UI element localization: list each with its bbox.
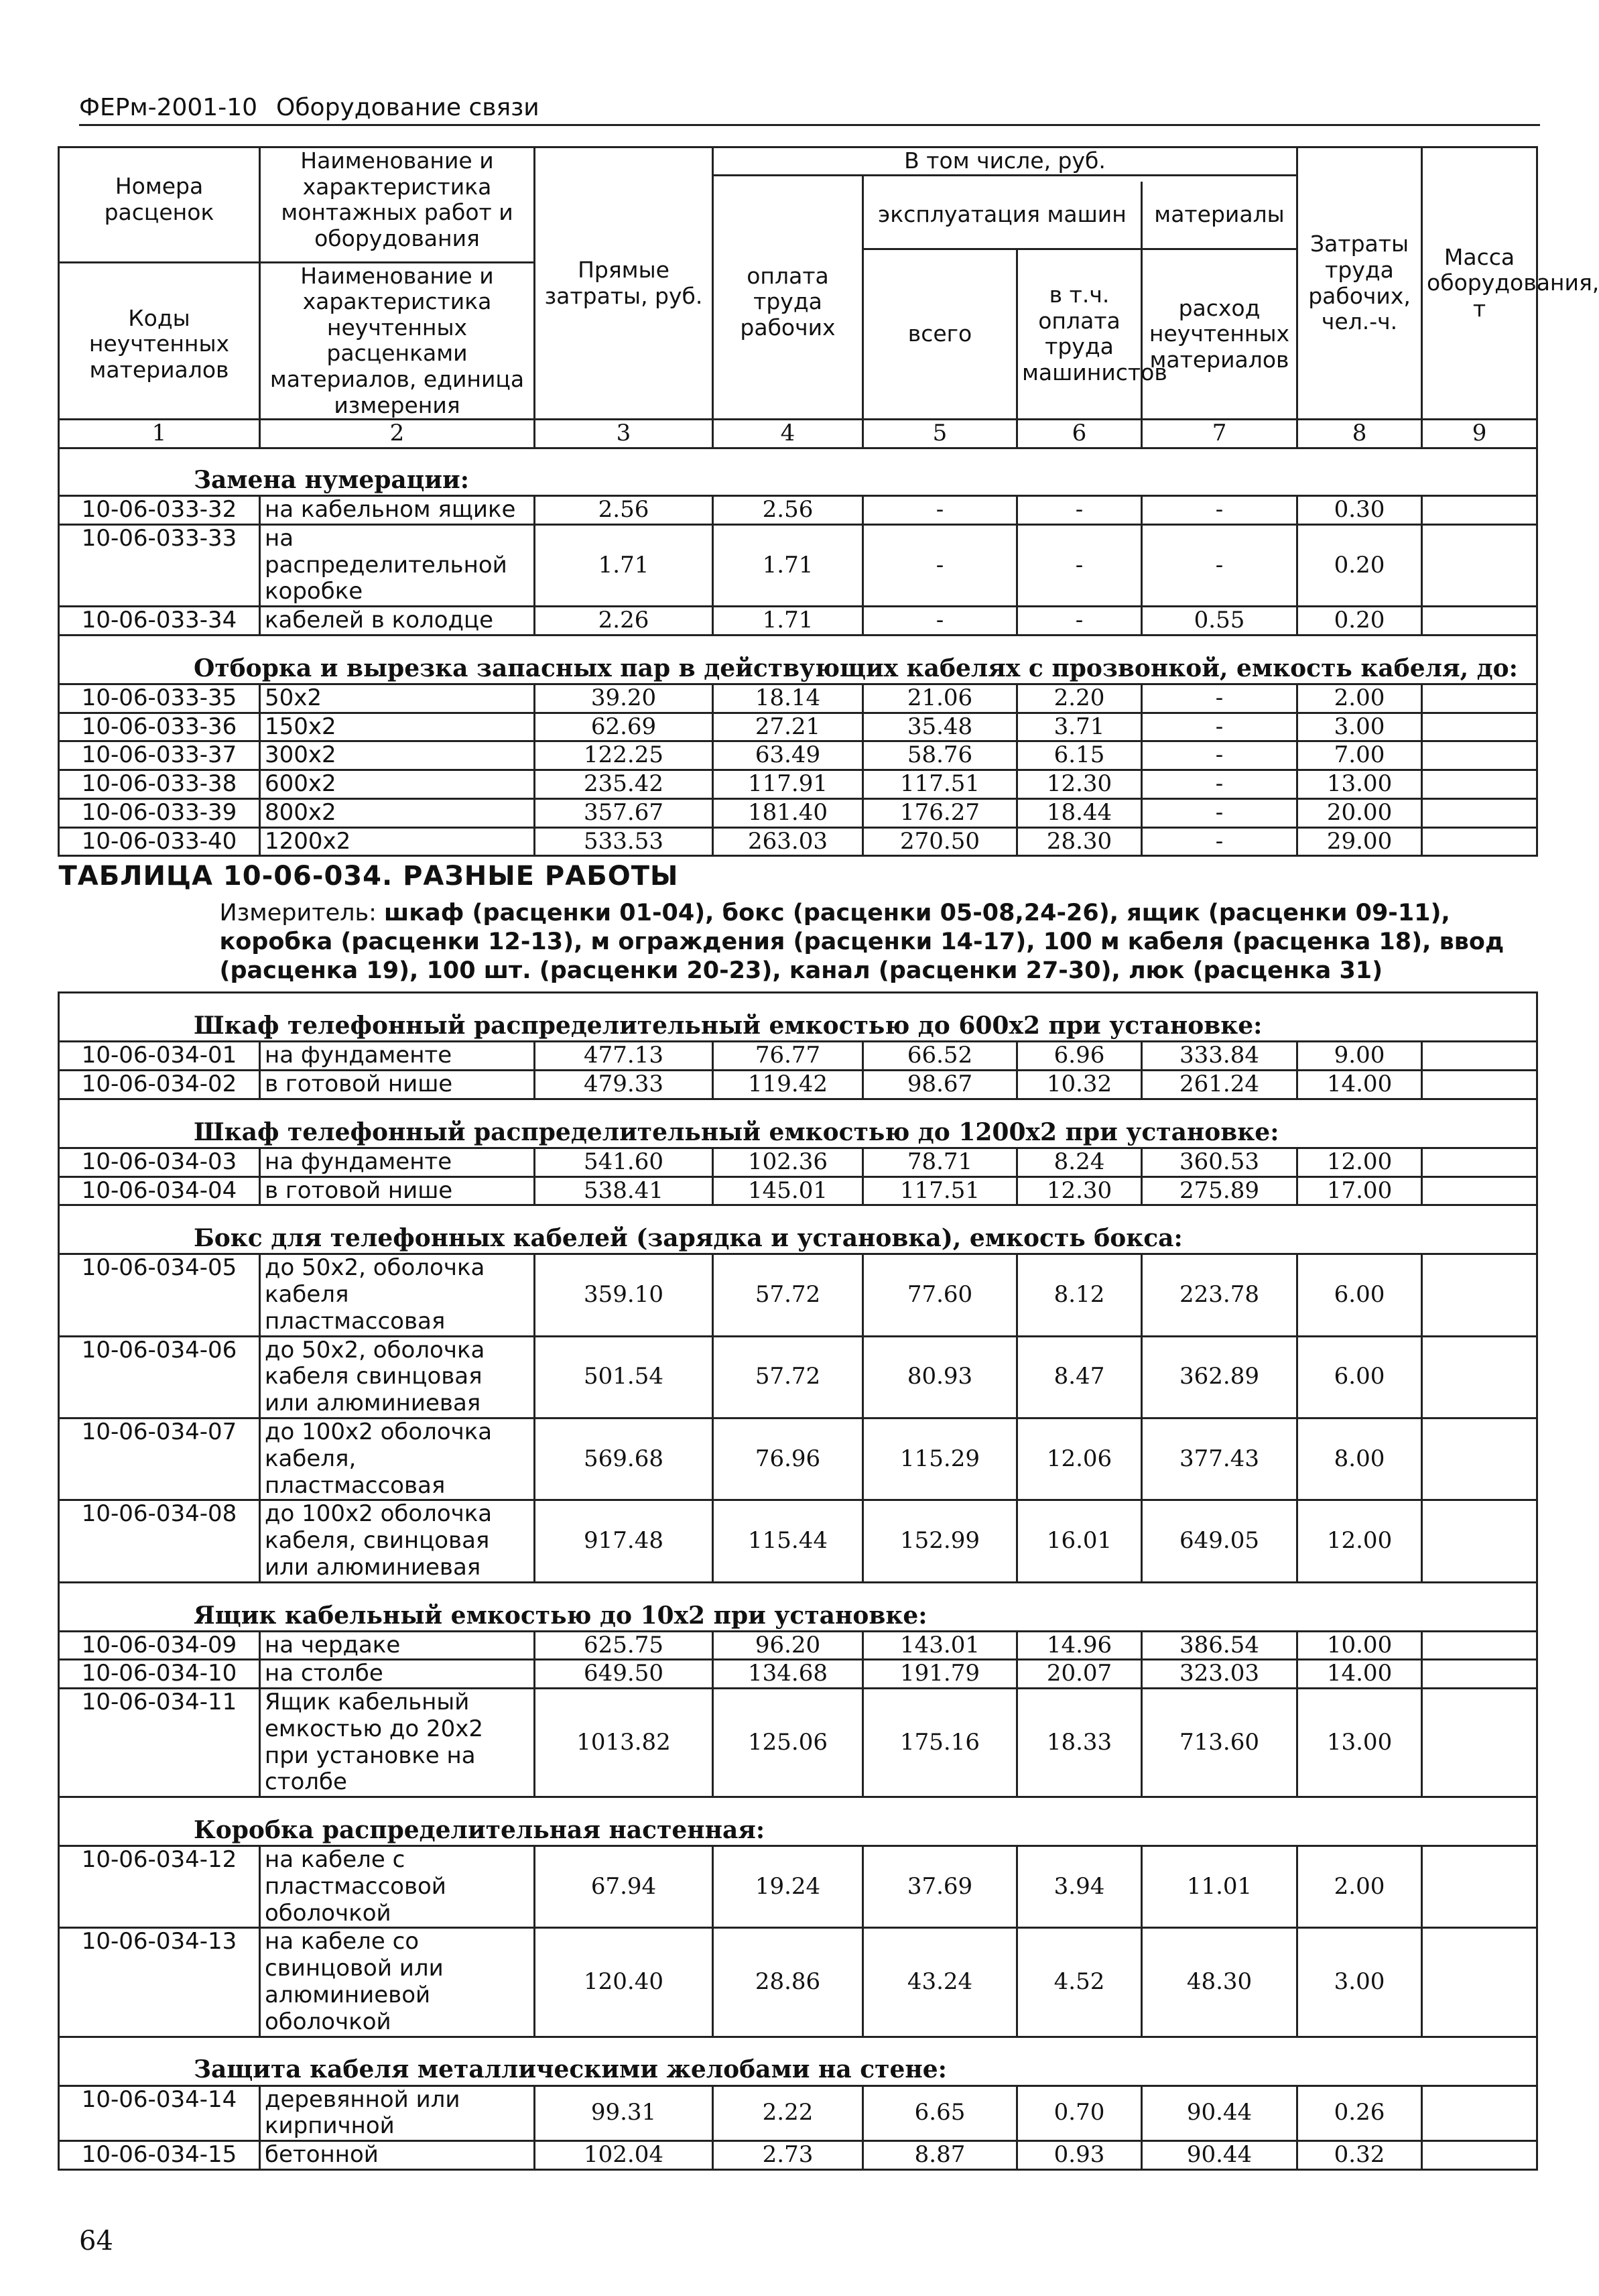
- rate-code: 10-06-033-39: [59, 798, 260, 827]
- rate-code: 10-06-034-12: [59, 1846, 260, 1928]
- header-col8: Затраты труда рабочих, чел.-ч.: [1297, 147, 1422, 420]
- value-cell: 76.96: [713, 1418, 863, 1500]
- column-number: 4: [713, 420, 863, 448]
- rate-code: 10-06-034-04: [59, 1176, 260, 1205]
- value-cell: 12.30: [1017, 770, 1142, 799]
- rate-code: 10-06-034-03: [59, 1148, 260, 1176]
- column-number: 7: [1142, 420, 1297, 448]
- value-cell: 14.00: [1297, 1660, 1422, 1689]
- value-cell: 8.87: [863, 2141, 1017, 2170]
- table-row: [59, 1928, 1537, 2037]
- value-cell: 10.00: [1297, 1631, 1422, 1660]
- table-row: [59, 524, 1537, 606]
- value-cell: [1422, 1689, 1537, 1797]
- rate-code: 10-06-033-35: [59, 684, 260, 713]
- value-cell: 4.52: [1017, 1928, 1142, 2037]
- value-cell: -: [863, 607, 1017, 636]
- value-cell: 96.20: [713, 1631, 863, 1660]
- rate-code: 10-06-034-10: [59, 1660, 260, 1689]
- value-cell: 119.42: [713, 1071, 863, 1099]
- work-name: 1200x2: [260, 827, 535, 856]
- header-col5: всего: [863, 249, 1017, 420]
- section-heading: Бокс для телефонных кабелей (зарядка и установка), емкость бокса:: [59, 1205, 1537, 1254]
- value-cell: 67.94: [535, 1846, 713, 1928]
- value-cell: 0.26: [1297, 2086, 1422, 2141]
- work-name: на чердаке: [260, 1631, 535, 1660]
- value-cell: -: [1142, 524, 1297, 606]
- value-cell: 12.00: [1297, 1500, 1422, 1582]
- value-cell: 569.68: [535, 1418, 713, 1500]
- value-cell: 6.15: [1017, 741, 1142, 770]
- value-cell: 625.75: [535, 1631, 713, 1660]
- value-cell: 12.06: [1017, 1418, 1142, 1500]
- rate-code: 10-06-034-02: [59, 1071, 260, 1099]
- value-cell: [1422, 1148, 1537, 1176]
- table-row: [59, 1689, 1537, 1797]
- value-cell: [1422, 798, 1537, 827]
- header-col7: расход неучтенных материалов: [1142, 249, 1297, 420]
- value-cell: 0.70: [1017, 2086, 1142, 2141]
- table-row: [59, 1148, 1537, 1176]
- value-cell: 90.44: [1142, 2086, 1297, 2141]
- table-title-row: [59, 856, 1537, 993]
- value-cell: [1422, 684, 1537, 713]
- value-cell: 134.68: [713, 1660, 863, 1689]
- work-name: до 100x2 оболочка кабеля, свинцовая или алюминиевая: [260, 1500, 535, 1582]
- column-numbers-row: [59, 420, 1537, 448]
- header-col4: оплата труда рабочих: [713, 175, 863, 420]
- column-number: 6: [1017, 420, 1142, 448]
- value-cell: 713.60: [1142, 1689, 1297, 1797]
- work-name: деревянной или кирпичной: [260, 2086, 535, 2141]
- table-row: [59, 607, 1537, 636]
- value-cell: -: [863, 496, 1017, 525]
- section-heading-row: [59, 1205, 1537, 1254]
- table-row: [59, 496, 1537, 525]
- value-cell: 9.00: [1297, 1042, 1422, 1071]
- value-cell: 2.26: [535, 607, 713, 636]
- work-name: на кабеле с пластмассовой оболочкой: [260, 1846, 535, 1928]
- value-cell: 115.44: [713, 1500, 863, 1582]
- value-cell: -: [1017, 496, 1142, 525]
- value-cell: 7.00: [1297, 741, 1422, 770]
- section-heading: Ящик кабельный емкостью до 10x2 при установке:: [59, 1582, 1537, 1631]
- value-cell: 122.25: [535, 741, 713, 770]
- rate-code: 10-06-033-40: [59, 827, 260, 856]
- document-section-title: Оборудование связи: [276, 94, 539, 121]
- value-cell: 479.33: [535, 1071, 713, 1099]
- value-cell: 357.67: [535, 798, 713, 827]
- value-cell: 80.93: [863, 1336, 1017, 1418]
- value-cell: -: [1142, 770, 1297, 799]
- value-cell: [1422, 2141, 1537, 2170]
- value-cell: -: [1142, 713, 1297, 741]
- value-cell: 235.42: [535, 770, 713, 799]
- value-cell: 120.40: [535, 1928, 713, 2037]
- value-cell: 2.56: [713, 496, 863, 525]
- table-row: [59, 1071, 1537, 1099]
- value-cell: 359.10: [535, 1254, 713, 1336]
- rate-code: 10-06-034-15: [59, 2141, 260, 2170]
- value-cell: [1422, 827, 1537, 856]
- table-row: [59, 741, 1537, 770]
- value-cell: 10.32: [1017, 1071, 1142, 1099]
- value-cell: 18.14: [713, 684, 863, 713]
- value-cell: 57.72: [713, 1254, 863, 1336]
- value-cell: 16.01: [1017, 1500, 1142, 1582]
- value-cell: [1422, 524, 1537, 606]
- value-cell: -: [1142, 741, 1297, 770]
- value-cell: 99.31: [535, 2086, 713, 2141]
- value-cell: 66.52: [863, 1042, 1017, 1071]
- page-number: 64: [79, 2226, 113, 2256]
- value-cell: [1422, 1176, 1537, 1205]
- value-cell: [1422, 741, 1537, 770]
- value-cell: 20.00: [1297, 798, 1422, 827]
- table-row: [59, 1418, 1537, 1500]
- value-cell: -: [1142, 496, 1297, 525]
- value-cell: 58.76: [863, 741, 1017, 770]
- value-cell: 117.51: [863, 1176, 1017, 1205]
- section-heading-row: [59, 1582, 1537, 1631]
- value-cell: 0.30: [1297, 496, 1422, 525]
- value-cell: [1422, 2086, 1537, 2141]
- rate-code: 10-06-033-32: [59, 496, 260, 525]
- column-number: 9: [1422, 420, 1537, 448]
- rate-code: 10-06-034-05: [59, 1254, 260, 1336]
- value-cell: 263.03: [713, 827, 863, 856]
- value-cell: 2.20: [1017, 684, 1142, 713]
- value-cell: 6.65: [863, 2086, 1017, 2141]
- table-row: [59, 1336, 1537, 1418]
- table-row: [59, 1176, 1537, 1205]
- work-name: 50x2: [260, 684, 535, 713]
- table-title-cell: [59, 856, 1537, 993]
- section-heading: Отборка и вырезка запасных пар в действующих кабелях с прозвонкой, емкость кабеля, до:: [59, 635, 1537, 684]
- table-row: [59, 1254, 1537, 1336]
- value-cell: 28.30: [1017, 827, 1142, 856]
- value-cell: 6.00: [1297, 1336, 1422, 1418]
- value-cell: -: [1142, 684, 1297, 713]
- value-cell: 14.96: [1017, 1631, 1142, 1660]
- value-cell: 0.32: [1297, 2141, 1422, 2170]
- value-cell: 323.03: [1142, 1660, 1297, 1689]
- document-code: ФЕРм-2001-10: [79, 94, 258, 121]
- section-heading-row: [59, 2037, 1537, 2086]
- header-col2b: Наименование и характеристика неучтенных расценками материалов, единица измерения: [260, 262, 535, 420]
- table-row: [59, 1500, 1537, 1582]
- section-heading: Замена нумерации:: [59, 448, 1537, 496]
- value-cell: 98.67: [863, 1071, 1017, 1099]
- table-meter: [59, 899, 1537, 985]
- value-cell: 143.01: [863, 1631, 1017, 1660]
- value-cell: 102.04: [535, 2141, 713, 2170]
- value-cell: 14.00: [1297, 1071, 1422, 1099]
- header-machines: эксплуатация машин: [863, 182, 1142, 249]
- value-cell: 102.36: [713, 1148, 863, 1176]
- value-cell: 35.48: [863, 713, 1017, 741]
- value-cell: 27.21: [713, 713, 863, 741]
- value-cell: 270.50: [863, 827, 1017, 856]
- value-cell: 0.20: [1297, 524, 1422, 606]
- value-cell: 2.56: [535, 496, 713, 525]
- value-cell: 1013.82: [535, 1689, 713, 1797]
- work-name: 300x2: [260, 741, 535, 770]
- value-cell: 2.73: [713, 2141, 863, 2170]
- value-cell: 0.20: [1297, 607, 1422, 636]
- value-cell: 0.55: [1142, 607, 1297, 636]
- value-cell: 6.00: [1297, 1254, 1422, 1336]
- value-cell: 12.30: [1017, 1176, 1142, 1205]
- rate-code: 10-06-034-14: [59, 2086, 260, 2141]
- header-col9: Масса оборудования, т: [1422, 147, 1537, 420]
- value-cell: 13.00: [1297, 1689, 1422, 1797]
- value-cell: 117.51: [863, 770, 1017, 799]
- value-cell: 538.41: [535, 1176, 713, 1205]
- rate-code: 10-06-033-36: [59, 713, 260, 741]
- value-cell: -: [1142, 798, 1297, 827]
- value-cell: [1422, 1846, 1537, 1928]
- work-name: 600x2: [260, 770, 535, 799]
- value-cell: 43.24: [863, 1928, 1017, 2037]
- value-cell: [1422, 607, 1537, 636]
- value-cell: 261.24: [1142, 1071, 1297, 1099]
- value-cell: -: [863, 524, 1017, 606]
- header-col1a: Номера расценок: [59, 147, 260, 263]
- value-cell: [1422, 1071, 1537, 1099]
- value-cell: 8.12: [1017, 1254, 1142, 1336]
- value-cell: 1.71: [713, 607, 863, 636]
- header-in-total: В том числе, руб.: [713, 147, 1297, 176]
- value-cell: 8.24: [1017, 1148, 1142, 1176]
- work-name: в готовой нише: [260, 1071, 535, 1099]
- rate-code: 10-06-034-01: [59, 1042, 260, 1071]
- value-cell: 3.71: [1017, 713, 1142, 741]
- page-header: [79, 94, 1540, 126]
- value-cell: 37.69: [863, 1846, 1017, 1928]
- rate-code: 10-06-034-07: [59, 1418, 260, 1500]
- value-cell: 145.01: [713, 1176, 863, 1205]
- value-cell: 13.00: [1297, 770, 1422, 799]
- value-cell: 377.43: [1142, 1418, 1297, 1500]
- meter-text: шкаф (расценки 01-04), бокс (расценки 05-08,24-26), ящик (расценки 09-11), коробка (расценки 12-13), м ограждения (расценки 14-17), 100 м кабеля (расценка 18), ввод (расценка 19), 100 шт. (расценки 20-23), канал (расценки 27-30), люк (расценка 31): [219, 900, 1505, 984]
- value-cell: 63.49: [713, 741, 863, 770]
- work-name: на фундаменте: [260, 1148, 535, 1176]
- value-cell: 2.00: [1297, 684, 1422, 713]
- value-cell: -: [1017, 524, 1142, 606]
- section-heading: Коробка распределительная настенная:: [59, 1797, 1537, 1846]
- value-cell: 223.78: [1142, 1254, 1297, 1336]
- value-cell: 362.89: [1142, 1336, 1297, 1418]
- value-cell: 21.06: [863, 684, 1017, 713]
- value-cell: 2.22: [713, 2086, 863, 2141]
- value-cell: 501.54: [535, 1336, 713, 1418]
- rate-code: 10-06-034-11: [59, 1689, 260, 1797]
- value-cell: 117.91: [713, 770, 863, 799]
- column-number: 8: [1297, 420, 1422, 448]
- work-name: на кабеле со свинцовой или алюминиевой оболочкой: [260, 1928, 535, 2037]
- value-cell: 17.00: [1297, 1176, 1422, 1205]
- table-row: [59, 2141, 1537, 2170]
- table-row: [59, 684, 1537, 713]
- header-materials: материалы: [1142, 182, 1297, 249]
- value-cell: [1422, 496, 1537, 525]
- value-cell: [1422, 770, 1537, 799]
- value-cell: 649.05: [1142, 1500, 1297, 1582]
- value-cell: 11.01: [1142, 1846, 1297, 1928]
- table-row: [59, 1631, 1537, 1660]
- value-cell: 360.53: [1142, 1148, 1297, 1176]
- rate-code: 10-06-034-06: [59, 1336, 260, 1418]
- value-cell: 1.71: [535, 524, 713, 606]
- rate-code: 10-06-033-37: [59, 741, 260, 770]
- work-name: до 100x2 оболочка кабеля, пластмассовая: [260, 1418, 535, 1500]
- value-cell: 6.96: [1017, 1042, 1142, 1071]
- work-name: на столбе: [260, 1660, 535, 1689]
- value-cell: 333.84: [1142, 1042, 1297, 1071]
- value-cell: 20.07: [1017, 1660, 1142, 1689]
- value-cell: 18.33: [1017, 1689, 1142, 1797]
- rate-code: 10-06-033-34: [59, 607, 260, 636]
- work-name: на фундаменте: [260, 1042, 535, 1071]
- rate-code: 10-06-034-09: [59, 1631, 260, 1660]
- value-cell: 533.53: [535, 827, 713, 856]
- value-cell: 176.27: [863, 798, 1017, 827]
- value-cell: 12.00: [1297, 1148, 1422, 1176]
- rate-code: 10-06-033-33: [59, 524, 260, 606]
- value-cell: [1422, 1660, 1537, 1689]
- table-row: [59, 827, 1537, 856]
- section-heading-row: [59, 993, 1537, 1042]
- work-name: на распределительной коробке: [260, 524, 535, 606]
- section-heading: Защита кабеля металлическими желобами на стене:: [59, 2037, 1537, 2086]
- rate-code: 10-06-034-08: [59, 1500, 260, 1582]
- meter-label: Измеритель:: [219, 900, 377, 927]
- header-col3: Прямые затраты, руб.: [535, 147, 713, 420]
- value-cell: [1422, 1418, 1537, 1500]
- table-row: [59, 713, 1537, 741]
- value-cell: 90.44: [1142, 2141, 1297, 2170]
- value-cell: 541.60: [535, 1148, 713, 1176]
- rate-code: 10-06-033-38: [59, 770, 260, 799]
- section-heading-row: [59, 448, 1537, 496]
- value-cell: 8.47: [1017, 1336, 1142, 1418]
- value-cell: [1422, 1042, 1537, 1071]
- value-cell: [1422, 1928, 1537, 2037]
- table-row: [59, 1660, 1537, 1689]
- value-cell: 3.94: [1017, 1846, 1142, 1928]
- value-cell: [1422, 1500, 1537, 1582]
- column-number: 5: [863, 420, 1017, 448]
- section-heading-row: [59, 635, 1537, 684]
- value-cell: 125.06: [713, 1689, 863, 1797]
- value-cell: 0.93: [1017, 2141, 1142, 2170]
- value-cell: 62.69: [535, 713, 713, 741]
- value-cell: 1.71: [713, 524, 863, 606]
- work-name: до 50x2, оболочка кабеля пластмассовая: [260, 1254, 535, 1336]
- value-cell: -: [1017, 607, 1142, 636]
- value-cell: 8.00: [1297, 1418, 1422, 1500]
- column-number: 1: [59, 420, 260, 448]
- column-number: 2: [260, 420, 535, 448]
- section-heading: Шкаф телефонный распределительный емкостью до 1200x2 при установке:: [59, 1099, 1537, 1148]
- value-cell: [1422, 1254, 1537, 1336]
- value-cell: 19.24: [713, 1846, 863, 1928]
- value-cell: 29.00: [1297, 827, 1422, 856]
- header-col6: в т.ч. оплата труда машинистов: [1017, 249, 1142, 420]
- table-row: [59, 798, 1537, 827]
- value-cell: 78.71: [863, 1148, 1017, 1176]
- work-name: бетонной: [260, 2141, 535, 2170]
- work-name: 800x2: [260, 798, 535, 827]
- table-row: [59, 1042, 1537, 1071]
- table-row: [59, 2086, 1537, 2141]
- work-name: Ящик кабельный емкостью до 20x2 при установке на столбе: [260, 1689, 535, 1797]
- value-cell: 76.77: [713, 1042, 863, 1071]
- value-cell: 275.89: [1142, 1176, 1297, 1205]
- value-cell: 152.99: [863, 1500, 1017, 1582]
- table-row: [59, 770, 1537, 799]
- header-col1b: Коды неучтенных материалов: [59, 262, 260, 420]
- value-cell: [1422, 713, 1537, 741]
- section-heading: Шкаф телефонный распределительный емкостью до 600x2 при установке:: [59, 993, 1537, 1042]
- rates-table: [58, 146, 1599, 2171]
- value-cell: 3.00: [1297, 713, 1422, 741]
- value-cell: 115.29: [863, 1418, 1017, 1500]
- work-name: на кабельном ящике: [260, 496, 535, 525]
- value-cell: [1422, 1631, 1537, 1660]
- header-col2a: Наименование и характеристика монтажных работ и оборудования: [260, 147, 535, 263]
- section-heading-row: [59, 1797, 1537, 1846]
- value-cell: 191.79: [863, 1660, 1017, 1689]
- value-cell: 2.00: [1297, 1846, 1422, 1928]
- value-cell: 477.13: [535, 1042, 713, 1071]
- value-cell: 57.72: [713, 1336, 863, 1418]
- work-name: 150x2: [260, 713, 535, 741]
- value-cell: 175.16: [863, 1689, 1017, 1797]
- rate-code: 10-06-034-13: [59, 1928, 260, 2037]
- work-name: в готовой нише: [260, 1176, 535, 1205]
- value-cell: 386.54: [1142, 1631, 1297, 1660]
- work-name: кабелей в колодце: [260, 607, 535, 636]
- value-cell: 181.40: [713, 798, 863, 827]
- value-cell: 649.50: [535, 1660, 713, 1689]
- value-cell: 77.60: [863, 1254, 1017, 1336]
- table-title: ТАБЛИЦА 10-06-034. РАЗНЫЕ РАБОТЫ: [58, 861, 679, 892]
- value-cell: 48.30: [1142, 1928, 1297, 2037]
- work-name: до 50x2, оболочка кабеля свинцовая или алюминиевая: [260, 1336, 535, 1418]
- value-cell: 28.86: [713, 1928, 863, 2037]
- header-spacer: [863, 175, 1297, 182]
- value-cell: 3.00: [1297, 1928, 1422, 2037]
- value-cell: [1422, 1336, 1537, 1418]
- section-heading-row: [59, 1099, 1537, 1148]
- value-cell: -: [1142, 827, 1297, 856]
- value-cell: 917.48: [535, 1500, 713, 1582]
- column-number: 3: [535, 420, 713, 448]
- value-cell: 18.44: [1017, 798, 1142, 827]
- value-cell: 39.20: [535, 684, 713, 713]
- table-row: [59, 1846, 1537, 1928]
